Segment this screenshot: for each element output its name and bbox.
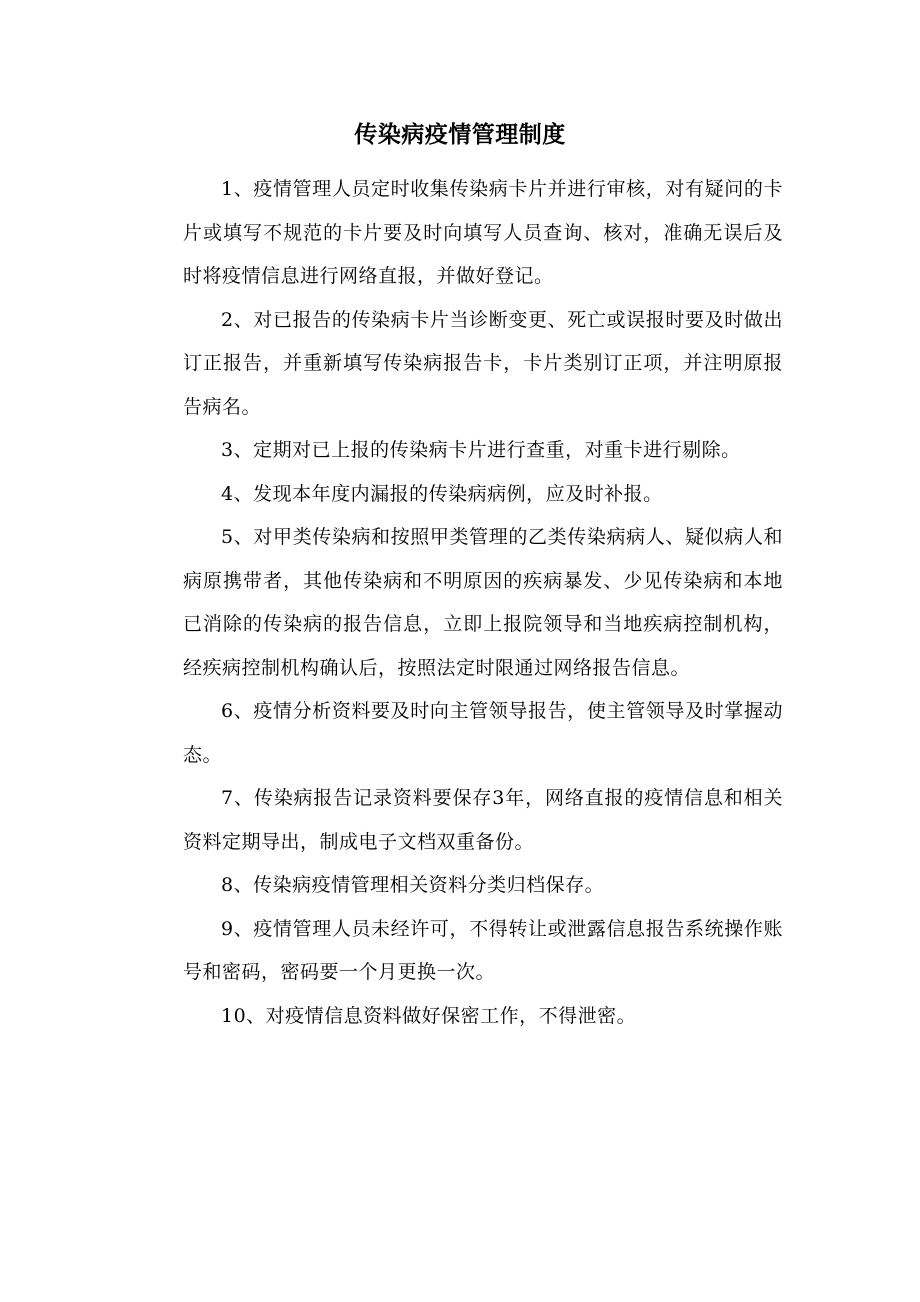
paragraph-4: 4、发现本年度内漏报的传染病病例，应及时补报。 [221, 482, 663, 505]
paragraph-1: 1、疫情管理人员定时收集传染病卡片并进行审核，对有疑问的卡片或填写不规范的卡片要及时向填写人员查询、核对，准确无误后及时将疫情信息进行网络直报，并做好登记。 [183, 178, 783, 287]
paragraph-5: 5、对甲类传染病和按照甲类管理的乙类传染病病人、疑似病人和病原携带者，其他传染病和不明原因的疾病暴发、少见传染病和本地已消除的传染病的报告信息，立即上报院领导和当地疾病控制机构，经疾病控制机构确认后，按照法定时限通过网络报告信息。 [183, 526, 783, 679]
paragraph-2: 2、对已报告的传染病卡片当诊断变更、死亡或误报时要及时做出订正报告，并重新填写传染病报告卡，卡片类别订正项，并注明原报告病名。 [183, 308, 783, 418]
paragraph-6: 6、疫情分析资料要及时向主管领导报告，使主管领导及时掌握动态。 [183, 700, 783, 766]
document-body [183, 168, 783, 1038]
paragraph-10: 10、对疫情信息资料做好保密工作，不得泄密。 [221, 1004, 637, 1027]
paragraph-7: 7、传染病报告记录资料要保存3年，网络直报的疫情信息和相关资料定期导出，制成电子文档双重备份。 [183, 787, 783, 853]
document-title: 传染病疫情管理制度 [354, 122, 566, 148]
paragraph-3: 3、定期对已上报的传染病卡片进行查重，对重卡进行剔除。 [221, 439, 741, 461]
paragraph-8: 8、传染病疫情管理相关资料分类归档保存。 [221, 874, 605, 896]
paragraph-9: 9、疫情管理人员未经许可，不得转让或泄露信息报告系统操作账号和密码，密码要一个月更换一次。 [183, 917, 783, 983]
